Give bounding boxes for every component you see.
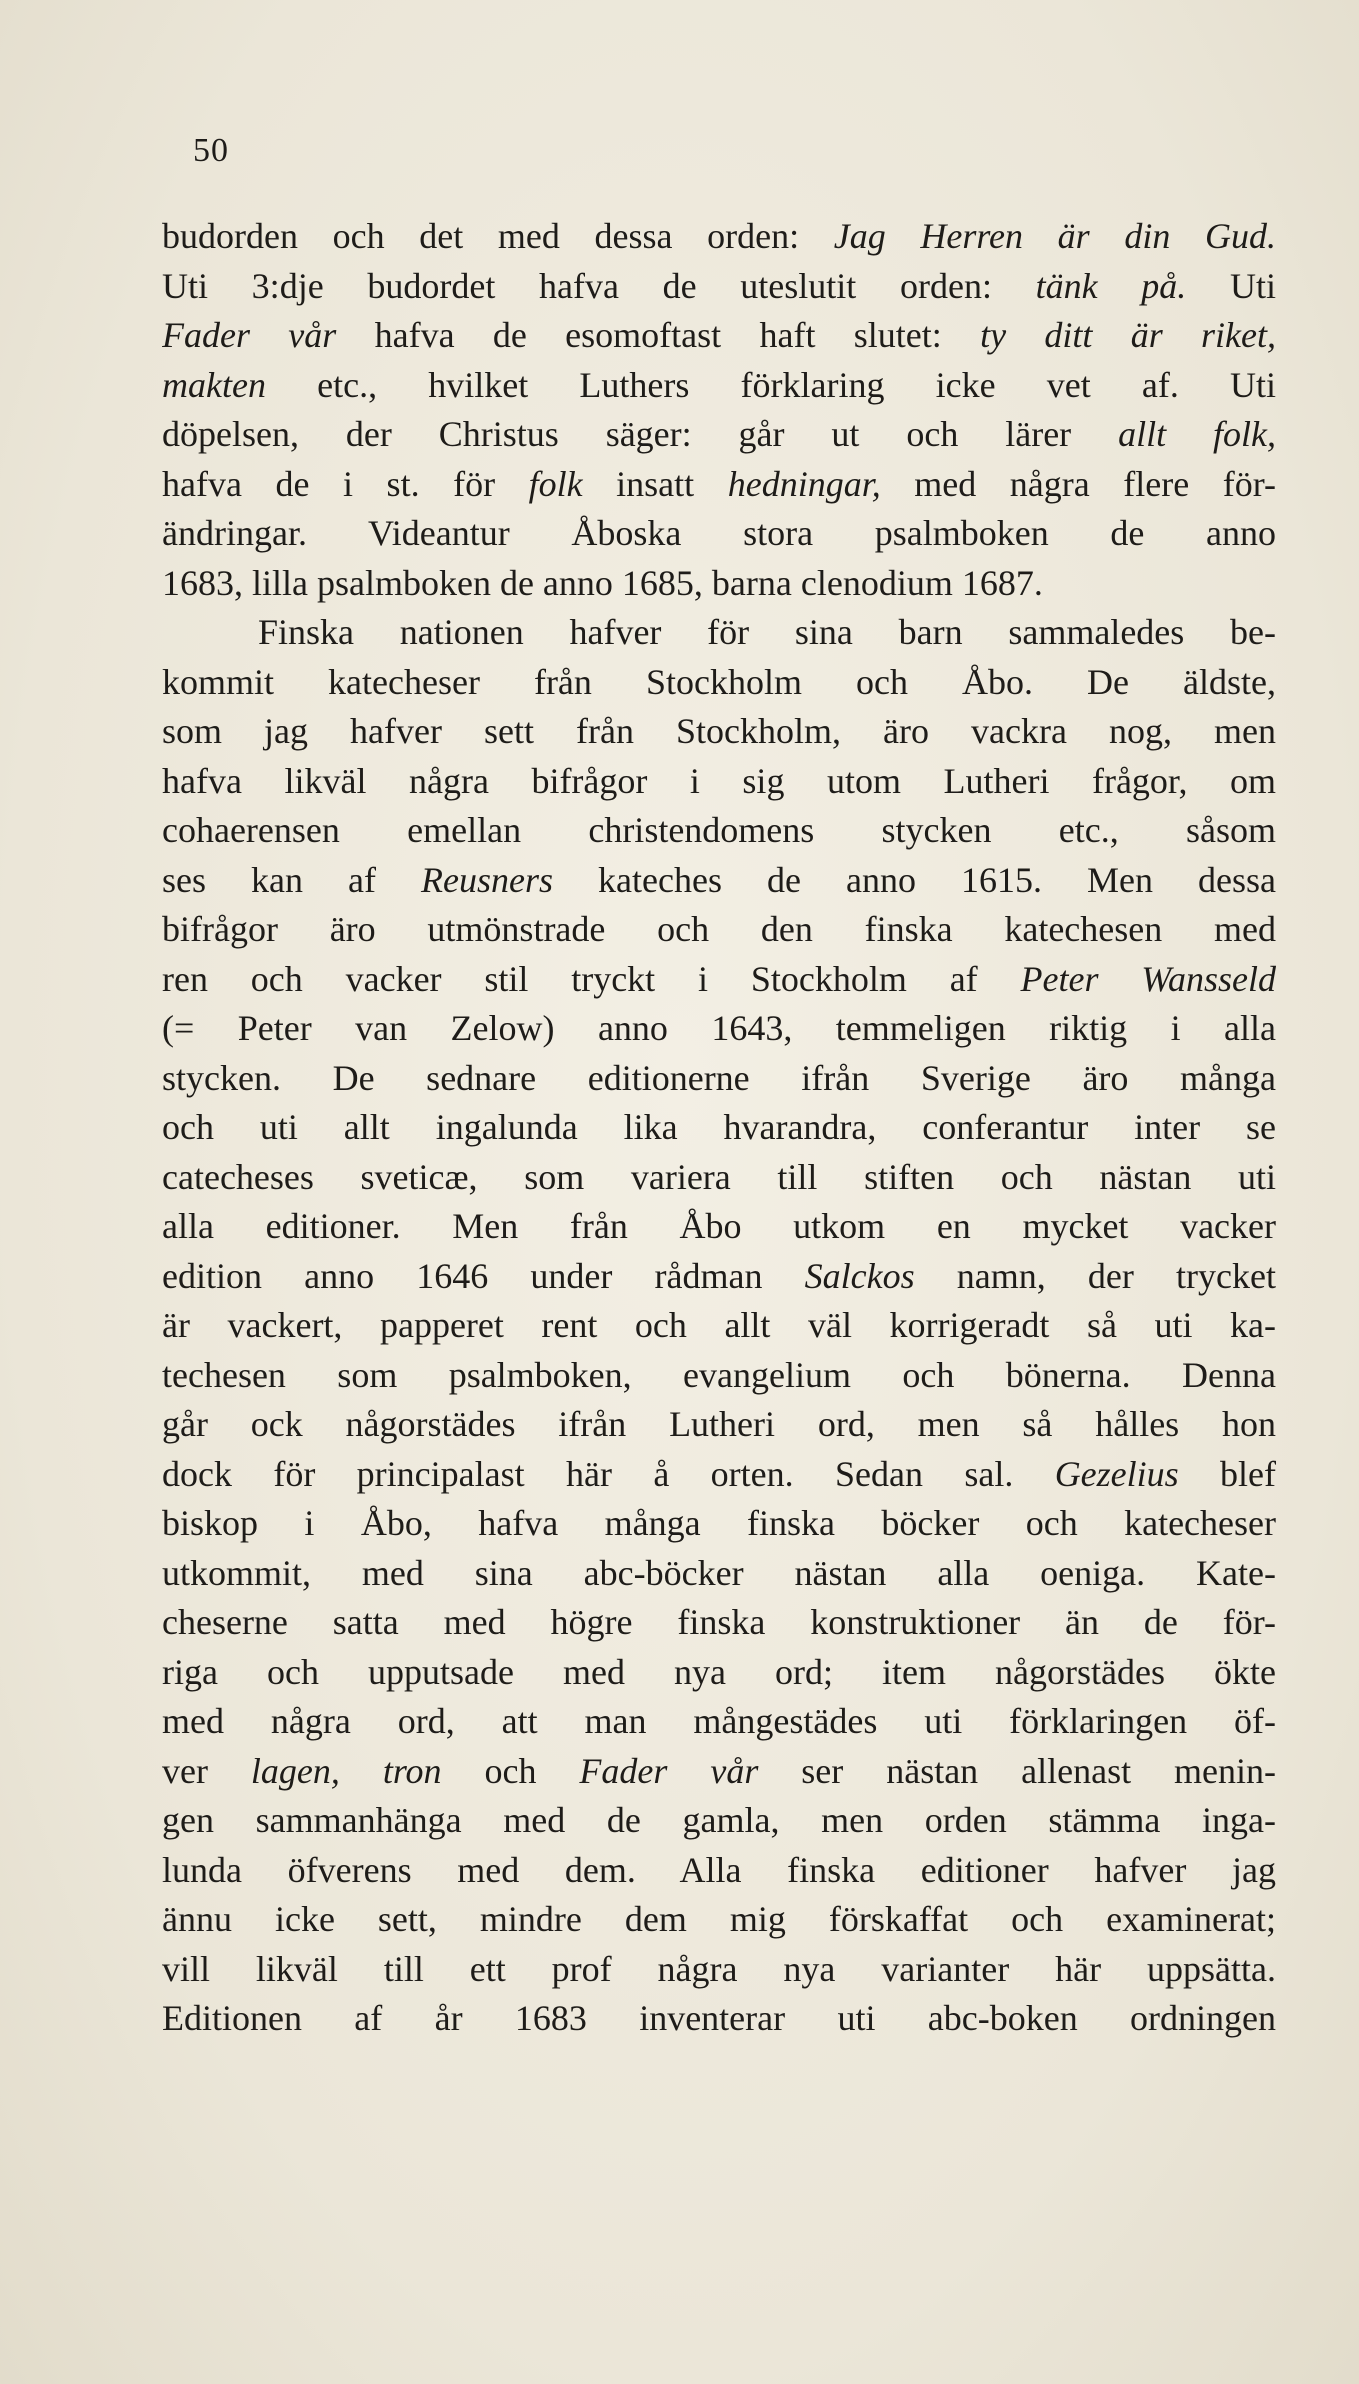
text-segment: 1683, lilla psalmboken de anno 1685, barna clenodium 1687. xyxy=(162,562,1043,603)
text-segment: Editionen af år 1683 inventerar uti abc-boken ordningen xyxy=(162,1998,1276,2038)
italic-text: Fader vår xyxy=(162,315,337,355)
text-segment: ser nästan allenast menin- xyxy=(758,1750,1276,1791)
text-line xyxy=(162,361,1276,411)
text-segment xyxy=(340,1751,383,1791)
text-segment: bifrågor äro utmönstrade och den finska katechesen med xyxy=(162,909,1276,949)
italic-text: ty ditt är riket, xyxy=(980,315,1276,355)
text-segment: ses kan af xyxy=(162,859,422,900)
text-line xyxy=(162,608,1276,658)
page-number: 50 xyxy=(193,132,229,169)
italic-text: Jag Herren är din Gud. xyxy=(833,216,1276,256)
text-segment: gen sammanhänga med de gamla, men orden stämma inga- xyxy=(162,1800,1276,1840)
text-segment: namn, der trycket xyxy=(914,1255,1276,1296)
text-segment: cohaerensen emellan christendomens stycken etc., såsom xyxy=(162,810,1276,850)
text-line xyxy=(162,1301,1276,1351)
text-line xyxy=(162,1202,1276,1252)
text-line xyxy=(162,1747,1276,1797)
text-line xyxy=(162,1895,1276,1945)
text-segment: och xyxy=(441,1750,580,1791)
italic-text: Gezelius xyxy=(1054,1453,1179,1494)
text-segment: ver xyxy=(162,1750,251,1791)
text-line xyxy=(162,1697,1276,1747)
text-segment: hafva de esomoftast haft slutet: xyxy=(336,315,981,355)
text-segment: vill likväl till ett prof några nya varianter här uppsätta. xyxy=(162,1948,1276,1989)
text-segment: går ock någorstädes ifrån Lutheri ord, men så hålles hon xyxy=(162,1404,1276,1444)
text-segment: alla editioner. Men från Åbo utkom en mycket vacker xyxy=(162,1206,1276,1246)
text-line xyxy=(162,1994,1276,2044)
body-text xyxy=(162,212,1276,2044)
text-line xyxy=(162,559,1276,609)
text-segment: dock för principalast här å orten. Sedan sal. xyxy=(162,1453,1055,1494)
text-segment: Uti xyxy=(1186,265,1276,306)
text-line xyxy=(162,1846,1276,1896)
italic-text: Peter Wansseld xyxy=(1020,958,1276,999)
text-line xyxy=(162,856,1276,906)
text-segment: catecheses sveticæ, som variera till stiften och nästan uti xyxy=(162,1156,1276,1197)
text-segment: med några ord, att man mångestädes uti förklaringen öf- xyxy=(162,1701,1276,1741)
text-segment: döpelsen, der Christus säger: går ut och lärer xyxy=(162,414,1119,454)
text-segment: hafva likväl några bifrågor i sig utom Lutheri frågor, om xyxy=(162,760,1276,801)
text-segment: budorden och det med dessa orden: xyxy=(162,216,834,256)
text-line xyxy=(162,1004,1276,1054)
text-segment: lunda öfverens med dem. Alla finska editioner hafver jag xyxy=(162,1849,1276,1890)
italic-text: allt folk, xyxy=(1118,414,1276,454)
text-line xyxy=(162,410,1276,460)
italic-text: hedningar, xyxy=(727,463,881,504)
text-segment: Uti 3:dje budordet hafva de uteslutit orden: xyxy=(162,265,1036,306)
text-segment: Finska nationen hafver för sina barn sammaledes be- xyxy=(258,612,1276,652)
text-line xyxy=(162,1450,1276,1500)
text-line xyxy=(162,1252,1276,1302)
text-line xyxy=(162,757,1276,807)
text-segment: kateches de anno 1615. Men dessa xyxy=(553,859,1276,900)
text-line xyxy=(162,460,1276,510)
text-segment: riga och upputsade med nya ord; item någorstädes ökte xyxy=(162,1651,1276,1692)
text-segment: ändringar. Videantur Åboska stora psalmboken de anno xyxy=(162,513,1276,553)
text-segment: är vackert, papperet rent och allt väl korrigeradt så uti ka- xyxy=(162,1305,1276,1345)
text-segment: med några flere för- xyxy=(880,463,1276,504)
text-line xyxy=(162,955,1276,1005)
italic-text: Salckos xyxy=(804,1255,915,1296)
text-segment: techesen som psalmboken, evangelium och bönerna. Denna xyxy=(162,1354,1276,1395)
italic-text: tänk på. xyxy=(1035,265,1187,306)
text-line xyxy=(162,806,1276,856)
italic-text: Fader vår xyxy=(579,1750,759,1791)
text-line xyxy=(162,1598,1276,1648)
text-segment: som jag hafver sett från Stockholm, äro vackra nog, men xyxy=(162,711,1276,751)
text-line xyxy=(162,1153,1276,1203)
text-line xyxy=(162,1945,1276,1995)
text-segment: insatt xyxy=(582,463,728,504)
text-line xyxy=(162,658,1276,708)
text-line xyxy=(162,212,1276,262)
text-segment: etc., hvilket Luthers förklaring icke vet af. Uti xyxy=(265,364,1276,405)
italic-text: lagen, xyxy=(250,1750,340,1791)
text-segment: (= Peter van Zelow) anno 1643, temmeligen riktig i alla xyxy=(162,1008,1276,1048)
text-segment: ännu icke sett, mindre dem mig förskaffat och examinerat; xyxy=(162,1899,1276,1939)
text-segment: hafva de i st. för xyxy=(162,463,529,504)
text-line xyxy=(162,1648,1276,1698)
italic-text: tron xyxy=(382,1750,442,1791)
italic-text: folk xyxy=(528,463,583,504)
text-line xyxy=(162,707,1276,757)
text-segment: ren och vacker stil tryckt i Stockholm af xyxy=(162,958,1021,999)
text-line xyxy=(162,1499,1276,1549)
text-segment: biskop i Åbo, hafva många finska böcker och katecheser xyxy=(162,1503,1276,1543)
text-line xyxy=(162,1103,1276,1153)
text-line xyxy=(162,1054,1276,1104)
text-line xyxy=(162,1549,1276,1599)
text-line xyxy=(162,311,1276,361)
text-segment: utkommit, med sina abc-böcker nästan alla oeniga. Kate- xyxy=(162,1552,1276,1593)
text-line xyxy=(162,262,1276,312)
text-line xyxy=(162,905,1276,955)
text-segment: stycken. De sednare editionerne ifrån Sverige äro många xyxy=(162,1057,1276,1098)
text-segment: cheserne satta med högre finska konstruktioner än de för- xyxy=(162,1602,1276,1642)
text-segment: edition anno 1646 under rådman xyxy=(162,1255,805,1296)
text-line xyxy=(162,509,1276,559)
text-segment: blef xyxy=(1178,1453,1276,1494)
italic-text: Reusners xyxy=(421,859,553,900)
text-segment: kommit katecheser från Stockholm och Åbo. De äldste, xyxy=(162,661,1276,702)
text-line xyxy=(162,1400,1276,1450)
text-segment: och uti allt ingalunda lika hvarandra, conferantur inter se xyxy=(162,1107,1276,1147)
text-line xyxy=(162,1351,1276,1401)
italic-text: makten xyxy=(162,364,266,405)
text-line xyxy=(162,1796,1276,1846)
